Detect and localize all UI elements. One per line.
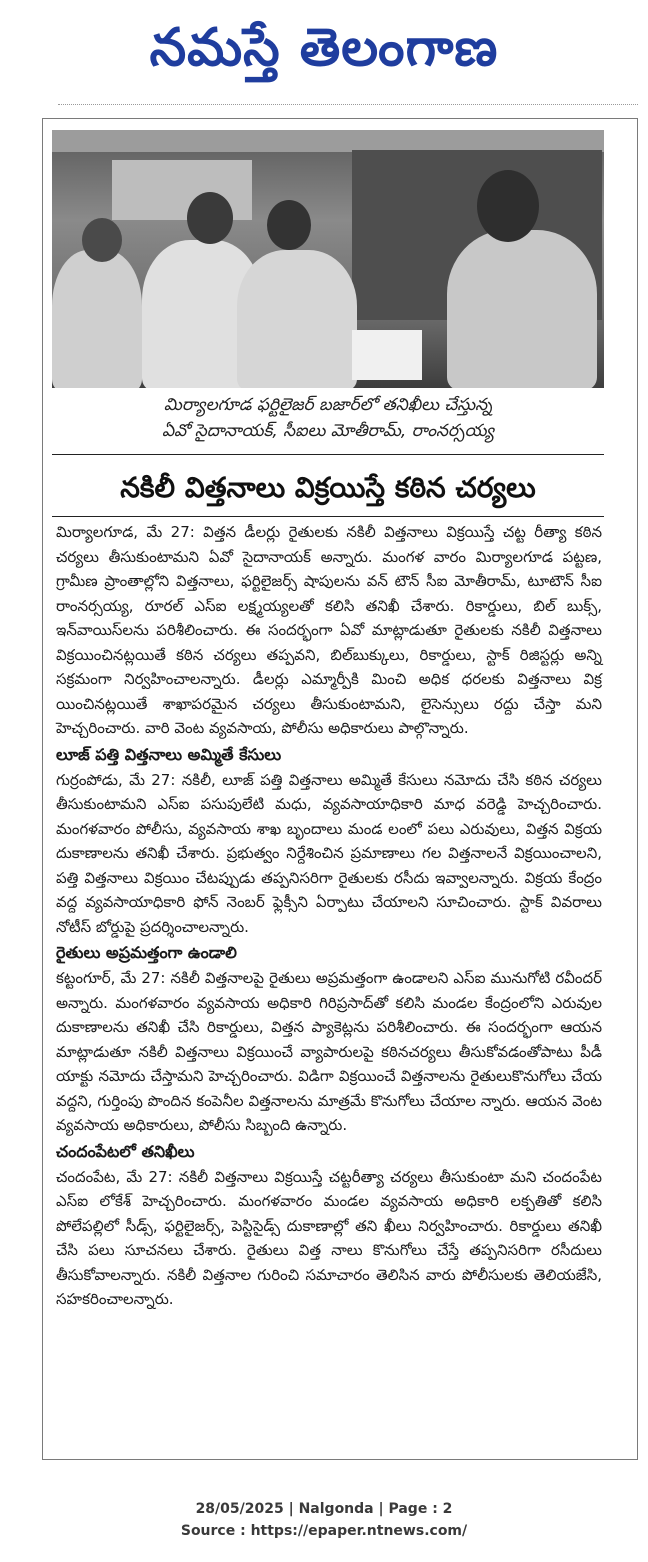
newspaper-masthead: నమస్తే తెలంగాణ <box>149 17 499 78</box>
divider <box>52 454 604 455</box>
section-heading: రైతులు అప్రమత్తంగా ఉండాలి <box>56 943 237 962</box>
divider <box>52 516 604 517</box>
caption-line: మిర్యాలగూడ ఫర్టిలైజర్ బజార్‌లో తనిఖీలు చేస్తున్న <box>163 395 493 415</box>
section-heading: లూజ్ పత్తి విత్తనాలు అమ్మితే కేసులు <box>56 744 282 764</box>
section-text: చందంపేట, మే 27: నకిలీ విత్తనాలు విక్రయిస్తే చట్టరీత్యా చర్యలు తీసుకుంటా మని చందంపేట ఎస్ఐ లోకేశ్ హెచ్చరించారు. మంగళవారం మండల వ్యవసాయ అధికారి లక్పతితో కలిసి పోలేపల్లిలో సీడ్స్, ఫర్టిలైజర్స్, పెస్టిసైడ్స్ దుకాణాల్లో తని ఖీలు నిర్వహించారు. రికార్డులు తనిఖీ చేసి పలు సూచనలు చేశారు. రైతులు విత్త నాలు కొనుగోలు చేస్తే తప్పనిసరిగా రసీదులు తీసుకోవాలన్నారు. నకిలీ విత్తనాల గురించి సమాచారం తెలిసిన వారు పోలీసులకు తెలియజేసి, సహకరించాలన్నారు. <box>56 1167 602 1308</box>
photo-caption <box>52 392 604 444</box>
article-body <box>56 520 602 1312</box>
news-photo <box>52 130 604 388</box>
section-text: కట్టంగూర్, మే 27: నకిలీ విత్తనాలపై రైతులు అప్రమత్తంగా ఉండాలని ఎస్ఐ మునుగోటి రవీందర్ అన్నారు. మంగళవారం వ్యవసాయ అధికారి గిరిప్రసాద్‌తో కలిసి మండల కేంద్రంలోని ఎరువుల దుకాణాలను తనిఖీ చేసి రికార్డులు, విత్తన ప్యాకెట్లను పరిశీలించారు. ఈ సందర్భంగా ఆయన మాట్లాడుతూ నకిలీ విత్తనాలు విక్రయించే వ్యాపారులపై కఠినచర్యలు తీసుకోవడంతోపాటు పీడీ యాక్టు నమోదు చేస్తామని హెచ్చరించారు. విడిగా విక్రయించే విత్తనాలను రైతులుకొనుగోలు చేయ వద్దని, గుర్తింపు పొందిన కంపెనీల విత్తనాలను మాత్రమే కొనుగోలు చేయాల న్నారు. ఆయన వెంట వ్యవసాయ అధికారులు, పోలీసు సిబ్బంది ఉన్నారు. <box>56 969 602 1134</box>
article-headline: నకిలీ విత్తనాలు విక్రయిస్తే కఠిన చర్యలు <box>120 471 536 504</box>
clipping-top-edge <box>58 96 638 105</box>
page-footer <box>0 1498 648 1542</box>
source-link[interactable]: Source : https://epaper.ntnews.com/ <box>180 1523 468 1539</box>
caption-line: ఏవో సైదానాయక్, సీఐలు మోతీరామ్, రాంనర్సయ్య <box>161 421 495 441</box>
article-intro: మిర్యాలగూడ, మే 27: విత్తన డీలర్లు రైతులకు నకిలీ విత్తనాలు విక్రయిస్తే చట్ట రీత్యా కఠిన చర్యలు తీసుకుంటామని ఏవో సైదానాయక్ అన్నారు. మంగళ వారం మిర్యాలగూడ పట్టణ, గ్రామీణ ప్రాంతాల్లోని విత్తనాలు, ఫర్టిలైజర్స్ షాపులను వన్ టౌన్ సీఐ మోతీరామ్, టూటౌన్ సీఐ రాంనర్సయ్య, రూరల్ ఎస్ఐ లక్ష్మయ్యలతో కలిసి తనిఖీ చేశారు. రికార్డులు, బిల్ బుక్స్, ఇన్‌వాయిస్‌లను పరిశీలించారు. ఈ సందర్భంగా ఏవో మాట్లాడుతూ రైతులకు నకిలీ విత్తనాలు విక్రయించినట్లయితే కఠిన చర్యలు తప్పవని, బిల్‌బుక్కులు, రికార్డులు, స్టాక్ రిజిస్టర్లు అన్ని సక్రమంగా నిర్వహించాలన్నారు. డీలర్లు ఎమ్మార్పీకి మించి అధిక ధరలకు విత్తనాలు విక్ర యించినట్లయితే శాఖాపరమైన చర్యలు తీసుకుంటామని, లైసెన్సులు రద్దు చేస్తా మని హెచ్చరించారు. వారి వెంట వ్యవసాయ, పోలీసు అధికారులు పాల్గొన్నారు. <box>56 523 602 737</box>
section-heading: చందంపేటలో తనిఖీలు <box>56 1141 195 1161</box>
section-text: గుర్రంపోడు, మే 27: నకిలీ, లూజ్ పత్తి విత్తనాలు అమ్మితే కేసులు నమోదు చేసి కఠిన చర్యలు తీసుకుంటామని ఎస్ఐ పసుపులేటి మధు, వ్యవసాయాధికారి మాధ వరెడ్డి హెచ్చరించారు. మంగళవారం పోలీసు, వ్యవసాయ శాఖ బృందాలు మండ లంలో పలు ఎరువులు, విత్తన విక్రయ దుకాణాలను తనిఖీ చేశారు. ప్రభుత్వం నిర్దేశించిన ప్రమాణాలు గల విత్తనాలనే విక్రయించాలని, పత్తి విత్తనాలు విక్రయిం చేటప్పుడు తప్పనిసరిగా రైతులకు రసీదు ఇవ్వాలన్నారు. విక్రయ కేంద్రం వద్ద వ్యవసాయాధికారి ఫోన్ నెంబర్ ఫ్లెక్సీని ఏర్పాటు చేయాలని సూచించారు. స్టాక్ వివరాలు నోటీస్ బోర్డుపై ప్రదర్శించాలన్నారు. <box>56 770 602 936</box>
edition-info: 28/05/2025 | Nalgonda | Page : 2 <box>195 1501 453 1517</box>
